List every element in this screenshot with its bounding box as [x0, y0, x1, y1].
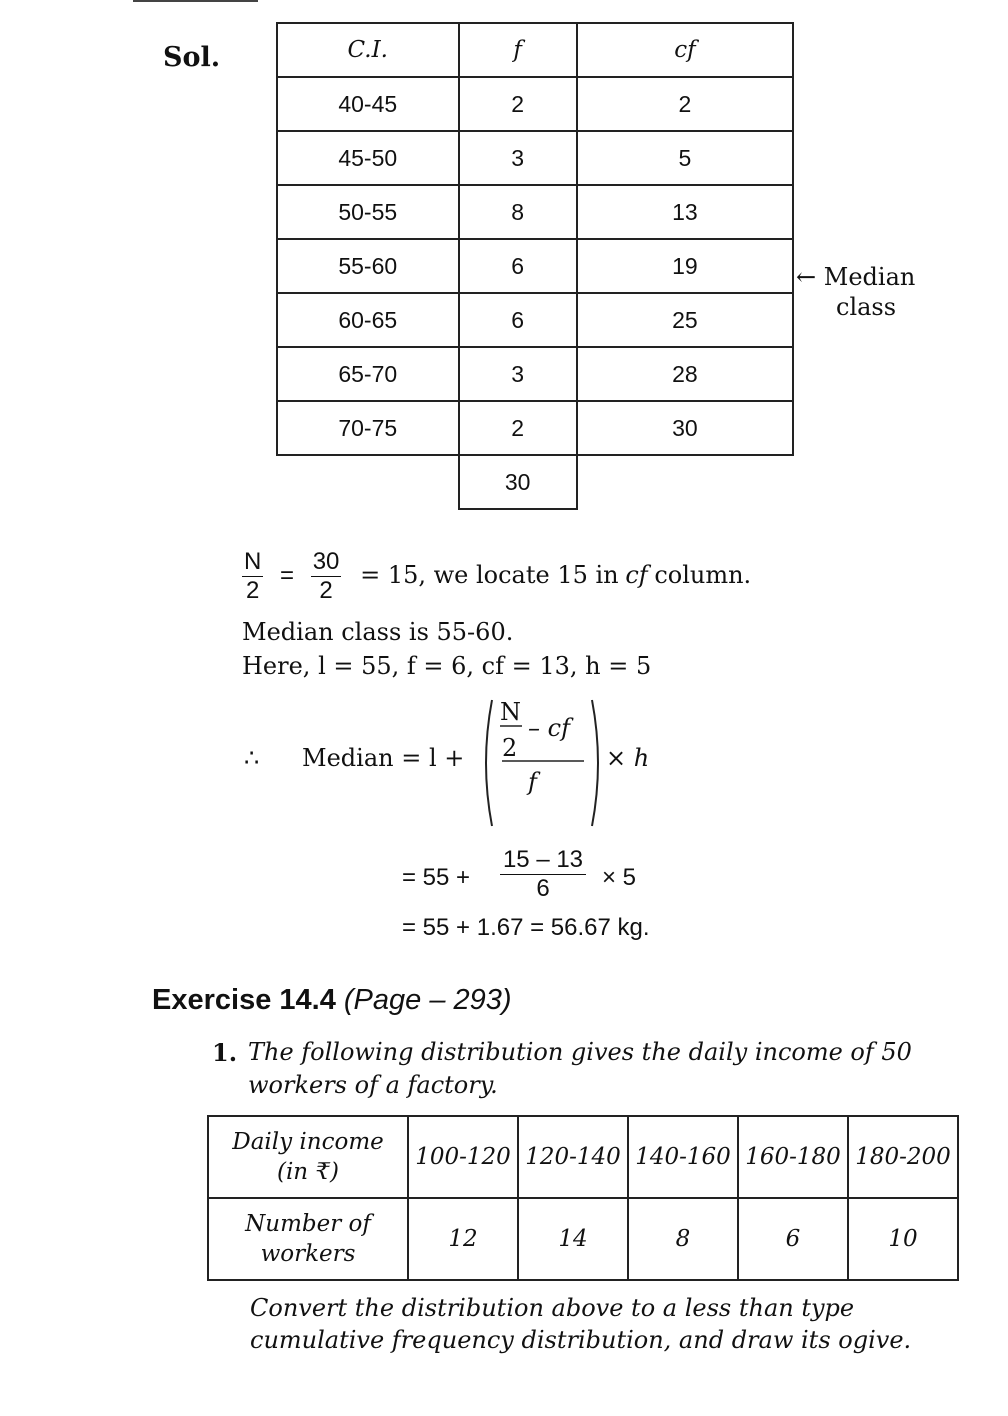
exercise-page: (Page – 293) — [343, 984, 512, 1016]
cf-cell: 5 — [577, 131, 793, 185]
income-row — [208, 1116, 958, 1198]
table-row — [277, 347, 793, 401]
table-row — [277, 131, 793, 185]
question-text: The following distribution gives the daily income of 50 workers of a factory. — [248, 1038, 912, 1099]
frequency-table — [276, 22, 794, 510]
ci-cell: 60-65 — [277, 293, 459, 347]
table-header-row — [277, 23, 793, 77]
class-cell: 120-140 — [518, 1116, 628, 1198]
cf-cell: 13 — [577, 185, 793, 239]
formula-times-h: × h — [606, 744, 650, 772]
class-cell: 100-120 — [408, 1116, 518, 1198]
table-row — [277, 293, 793, 347]
income-table — [207, 1115, 959, 1281]
n-over-2-equation: $\frac{N}{2}$ = $\frac{30}{2}$ = 15, we locate 15 in cf column. — [244, 548, 752, 604]
ci-cell: 70-75 — [277, 401, 459, 455]
calc-lhs: = 55 + — [402, 864, 471, 891]
left-arrow-icon: ← — [796, 263, 817, 291]
table-row — [277, 239, 793, 293]
header-cf: cf — [577, 23, 793, 77]
median-note-line1: Median — [823, 263, 916, 291]
workers-cell: 8 — [628, 1198, 738, 1280]
class-cell: 180-200 — [848, 1116, 958, 1198]
f-cell: 2 — [459, 77, 577, 131]
ci-cell: 40-45 — [277, 77, 459, 131]
n-over-2-fraction: $\frac{N}{2}$ — [244, 548, 262, 604]
calc-fraction: 15 – 13 6 — [500, 846, 586, 903]
median-formula-lhs: Median = l + — [302, 744, 465, 772]
workers-cell: 10 — [848, 1198, 958, 1280]
calc-result: = 55 + 1.67 = 56.67 kg. — [402, 914, 650, 941]
therefore-symbol: ∴ — [244, 744, 260, 772]
formula-two: 2 — [502, 734, 518, 762]
table-row — [277, 77, 793, 131]
blank-cell — [577, 455, 793, 509]
table-total-row — [277, 455, 793, 509]
formula-minus-cf: – cf — [528, 714, 570, 742]
f-cell: 2 — [459, 401, 577, 455]
total-f-cell: 30 — [459, 455, 577, 509]
thirty-over-2-fraction: $\frac{30}{2}$ — [312, 548, 340, 604]
daily-income-header: Daily income (in ₹) — [208, 1116, 408, 1198]
ci-cell: 55-60 — [277, 239, 459, 293]
workers-header: Number of workers — [208, 1198, 408, 1280]
f-cell: 6 — [459, 239, 577, 293]
header-f: f — [459, 23, 577, 77]
formula-n: N — [500, 698, 521, 726]
workers-cell: 6 — [738, 1198, 848, 1280]
question-1 — [212, 1036, 962, 1102]
solution-label: Sol. — [163, 42, 221, 73]
top-rule — [133, 0, 258, 2]
table-row — [277, 401, 793, 455]
calc-times: × 5 — [602, 864, 637, 891]
table-row — [277, 185, 793, 239]
ci-cell: 65-70 — [277, 347, 459, 401]
header-ci: C.I. — [277, 23, 459, 77]
f-cell: 6 — [459, 293, 577, 347]
workers-cell: 12 — [408, 1198, 518, 1280]
formula-f: f — [528, 768, 537, 796]
class-cell: 140-160 — [628, 1116, 738, 1198]
workers-cell: 14 — [518, 1198, 628, 1280]
cf-cell: 19 — [577, 239, 793, 293]
cf-cell: 28 — [577, 347, 793, 401]
f-cell: 3 — [459, 347, 577, 401]
median-note-line2: class — [836, 293, 897, 321]
class-cell: 160-180 — [738, 1116, 848, 1198]
cf-cell: 30 — [577, 401, 793, 455]
question-number: 1. — [212, 1038, 238, 1067]
exercise-name: Exercise 14.4 — [152, 984, 336, 1016]
workers-row — [208, 1198, 958, 1280]
blank-cell — [277, 455, 459, 509]
ci-cell: 45-50 — [277, 131, 459, 185]
question-instruction: Convert the distribution above to a less than type cumulative frequency distribution, and draw its ogive. — [250, 1294, 912, 1354]
f-cell: 3 — [459, 131, 577, 185]
median-class-statement: Median class is 55-60. — [242, 618, 514, 646]
ci-cell: 50-55 — [277, 185, 459, 239]
f-cell: 8 — [459, 185, 577, 239]
exercise-title — [152, 984, 512, 1017]
cf-cell: 2 — [577, 77, 793, 131]
median-class-note — [796, 262, 915, 322]
cf-cell: 25 — [577, 293, 793, 347]
given-values: Here, l = 55, f = 6, cf = 13, h = 5 — [242, 652, 652, 680]
